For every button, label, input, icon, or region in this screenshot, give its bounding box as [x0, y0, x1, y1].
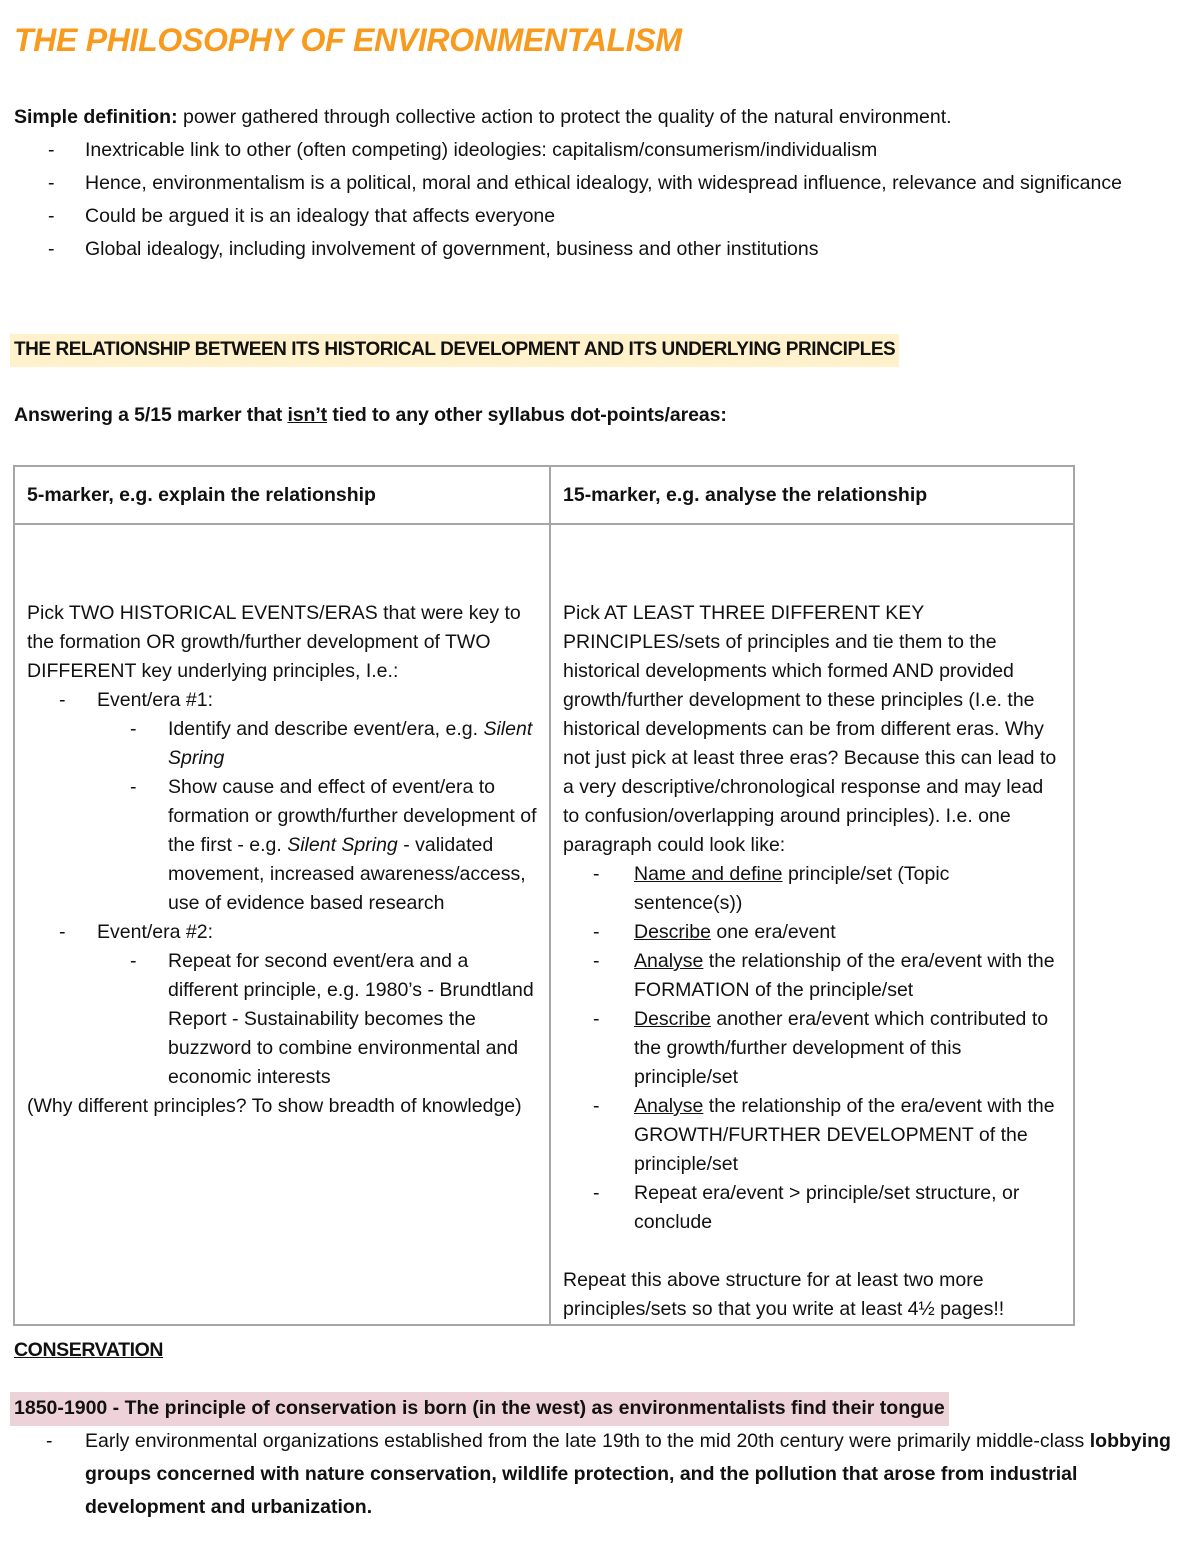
col1-closing: (Why different principles? To show breadth of knowledge)	[27, 1095, 522, 1117]
relationship-heading: THE RELATIONSHIP BETWEEN ITS HISTORICAL DEVELOPMENT AND ITS UNDERLYING PRINCIPLES	[10, 334, 899, 367]
table-header-15-marker: 15-marker, e.g. analyse the relationship	[550, 466, 1074, 524]
col1-events	[27, 686, 537, 1092]
era-heading: 1850-1900 - The principle of conservation is born (in the west) as environmentalists find their tongue	[10, 1392, 949, 1426]
answering-post: tied to any other syllabus dot-points/areas:	[327, 404, 727, 426]
col2-step-text: one era/event	[710, 921, 836, 943]
col1-event2-item: - Repeat for second event/era and a different principle, e.g. 1980’s - Brundtland Report - Sustainability becomes the buzzword to combine environmental and economic interests	[97, 947, 537, 1092]
col2-steps	[563, 860, 1061, 1237]
definition-paragraph	[14, 101, 952, 134]
definition-points	[14, 134, 1164, 266]
col2-step-keyword: Name and define	[634, 863, 783, 885]
answering-underlined: isn’t	[287, 404, 328, 426]
col2-step	[563, 1005, 1061, 1092]
col2-step-text: the relationship of the era/event with the GROWTH/FURTHER DEVELOPMENT of the principle/set	[634, 1095, 1055, 1175]
col1-event1-item	[97, 773, 537, 918]
table-cell-15-marker	[550, 524, 1074, 1325]
col1-event1-label: Event/era #1:	[97, 689, 213, 711]
definition-point: - Global idealogy, including involvement of government, business and other institutions	[14, 233, 1164, 266]
col1-event1-item2-em: Silent Spring	[287, 834, 398, 856]
conservation-point-bold: lobbying groups concerned with nature conservation, wildlife protection, and the pollution that arose from industrial development and urbanization.	[85, 1430, 1171, 1518]
col1-event1-item1-em: Silent Spring	[168, 718, 533, 769]
col2-step	[563, 947, 1061, 1005]
col2-spacer	[563, 1237, 1061, 1266]
col2-step-text: principle/set (Topic sentence(s))	[634, 863, 950, 914]
col1-event2-label: Event/era #2:	[97, 921, 213, 943]
col1-event	[27, 686, 537, 918]
table-cell-5-marker	[14, 524, 550, 1325]
definition-text: power gathered through collective action to protect the quality of the natural environment.	[177, 106, 952, 128]
col2-step-text: the relationship of the era/event with the FORMATION of the principle/set	[634, 950, 1055, 1001]
col2-step	[563, 1179, 1061, 1237]
col2-step-keyword: Describe	[634, 921, 711, 943]
col2-intro: Pick AT LEAST THREE DIFFERENT KEY PRINCIPLES/sets of principles and tie them to the historical developments which formed AND provided growth/further development to these principles (I.e. the historical developments can be from different eras. Why not just pick at least three eras? Because this can lead to a very descriptive/chronological response and may lead to confusion/overlapping around principles). I.e. one paragraph could look like:	[563, 602, 1057, 856]
col1-event1-item1-text: Identify and describe event/era, e.g.	[168, 718, 484, 740]
answering-pre: Answering a 5/15 marker that	[14, 404, 288, 426]
conservation-heading: CONSERVATION	[14, 1339, 164, 1361]
col2-step-keyword: Analyse	[634, 950, 704, 972]
conservation-points	[14, 1425, 1174, 1524]
conservation-point	[14, 1425, 1174, 1524]
col2-closing: Repeat this above structure for at least two more principles/sets so that you write at least 4½ pages!!	[563, 1269, 1005, 1320]
col1-event1-items	[97, 715, 537, 918]
col2-step-keyword: Analyse	[634, 1095, 704, 1117]
col2-step	[563, 918, 1061, 947]
answering-line	[14, 400, 727, 430]
col1-event	[27, 918, 537, 1092]
definition-label: Simple definition:	[14, 106, 178, 128]
col2-step-text: another era/event which contributed to the growth/further development of this principle/set	[634, 1008, 1049, 1088]
document-title: THE PHILOSOPHY OF ENVIRONMENTALISM	[14, 22, 682, 58]
col2-step	[563, 860, 1061, 918]
table-header-5-marker: 5-marker, e.g. explain the relationship	[14, 466, 550, 524]
col1-event1-item2-post: - validated movement, increased awareness/access, use of evidence based research	[168, 834, 526, 914]
col2-step-text: Repeat era/event > principle/set structure, or conclude	[634, 1182, 1020, 1233]
col1-event1-item	[97, 715, 537, 773]
col1-event1-item2-text: Show cause and effect of event/era to formation or growth/further development of the first - e.g.	[168, 776, 537, 856]
conservation-point-text: Early environmental organizations established from the late 19th to the mid 20th century were primarily middle-class	[85, 1430, 1090, 1452]
col2-step-keyword: Describe	[634, 1008, 711, 1030]
definition-point: - Could be argued it is an idealogy that affects everyone	[14, 200, 1164, 233]
col1-event2-items	[97, 947, 537, 1092]
definition-point: - Hence, environmentalism is a political, moral and ethical idealogy, with widespread influence, relevance and significance	[14, 167, 1164, 200]
col1-intro: Pick TWO HISTORICAL EVENTS/ERAS that were key to the formation OR growth/further development of TWO DIFFERENT key underlying principles, I.e.:	[27, 602, 521, 682]
col2-step	[563, 1092, 1061, 1179]
marker-comparison-table	[13, 465, 1075, 1326]
definition-point: - Inextricable link to other (often competing) ideologies: capitalism/consumerism/individualism	[14, 134, 1164, 167]
